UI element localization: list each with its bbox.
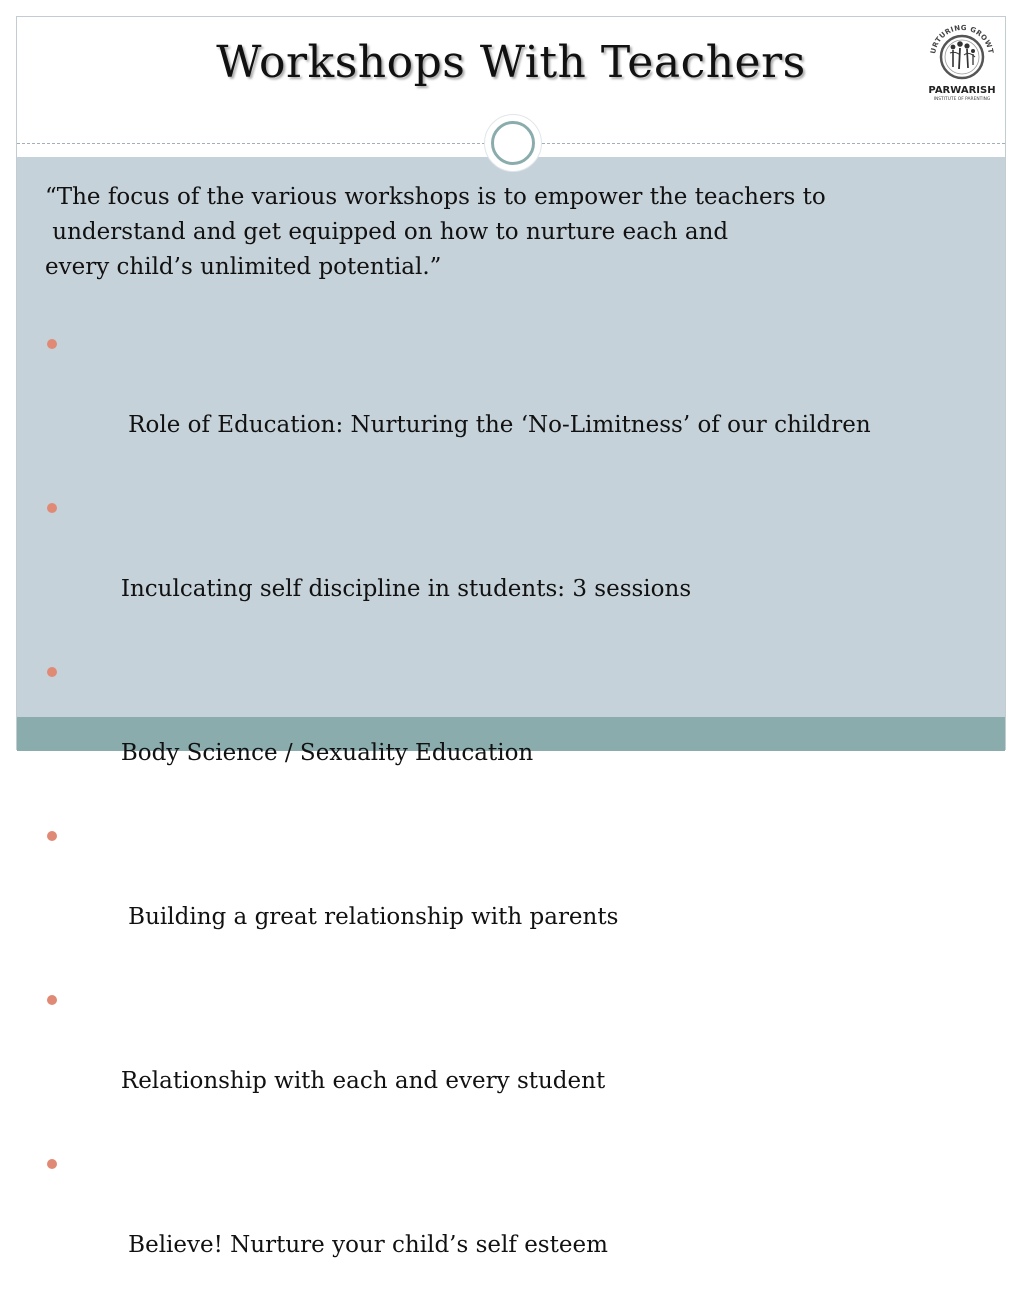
- quote-line: every child’s unlimited potential.”: [45, 254, 442, 280]
- logo-graphic: [923, 17, 1001, 105]
- slide: [16, 16, 1006, 1258]
- list-item-text: Body Science / Sexuality Education: [120, 740, 534, 766]
- list-item-text: Relationship with each and every student: [120, 1068, 606, 1094]
- divider-circle-ornament: [484, 114, 542, 172]
- divider-circle-ring: [491, 121, 535, 165]
- workshop-topics-list: [45, 323, 975, 1307]
- slide-title: Workshops With Teachers: [216, 37, 806, 88]
- list-item: [45, 651, 975, 815]
- list-item: [45, 487, 975, 651]
- list-item: [45, 815, 975, 979]
- bullet-dot-icon: [47, 503, 57, 513]
- list-item: [45, 323, 975, 487]
- logo-arc-text: URTURING GROWT: [929, 23, 995, 55]
- list-item-text: Building a great relationship with parents: [120, 904, 619, 930]
- bullet-dot-icon: [47, 339, 57, 349]
- logo-name: PARWARISH: [928, 85, 996, 96]
- workshop-quote: [45, 180, 945, 285]
- bullet-dot-icon: [47, 1159, 57, 1169]
- list-item: [45, 1143, 975, 1307]
- list-item: [45, 979, 975, 1143]
- bullet-dot-icon: [47, 667, 57, 677]
- list-item-text: Inculcating self discipline in students: 3 sessions: [120, 576, 692, 602]
- parwarish-logo: [923, 17, 1001, 105]
- list-item-text: Role of Education: Nurturing the ‘No-Limitness’ of our children: [120, 412, 871, 438]
- logo-subtitle: INSTITUTE OF PARENTING: [933, 97, 991, 102]
- list-item-text: Believe! Nurture your child’s self esteem: [120, 1232, 608, 1258]
- quote-line: “The focus of the various workshops is to empower the teachers to: [45, 184, 826, 210]
- bullet-dot-icon: [47, 831, 57, 841]
- quote-line: understand and get equipped on how to nurture each and: [45, 219, 729, 245]
- bullet-dot-icon: [47, 995, 57, 1005]
